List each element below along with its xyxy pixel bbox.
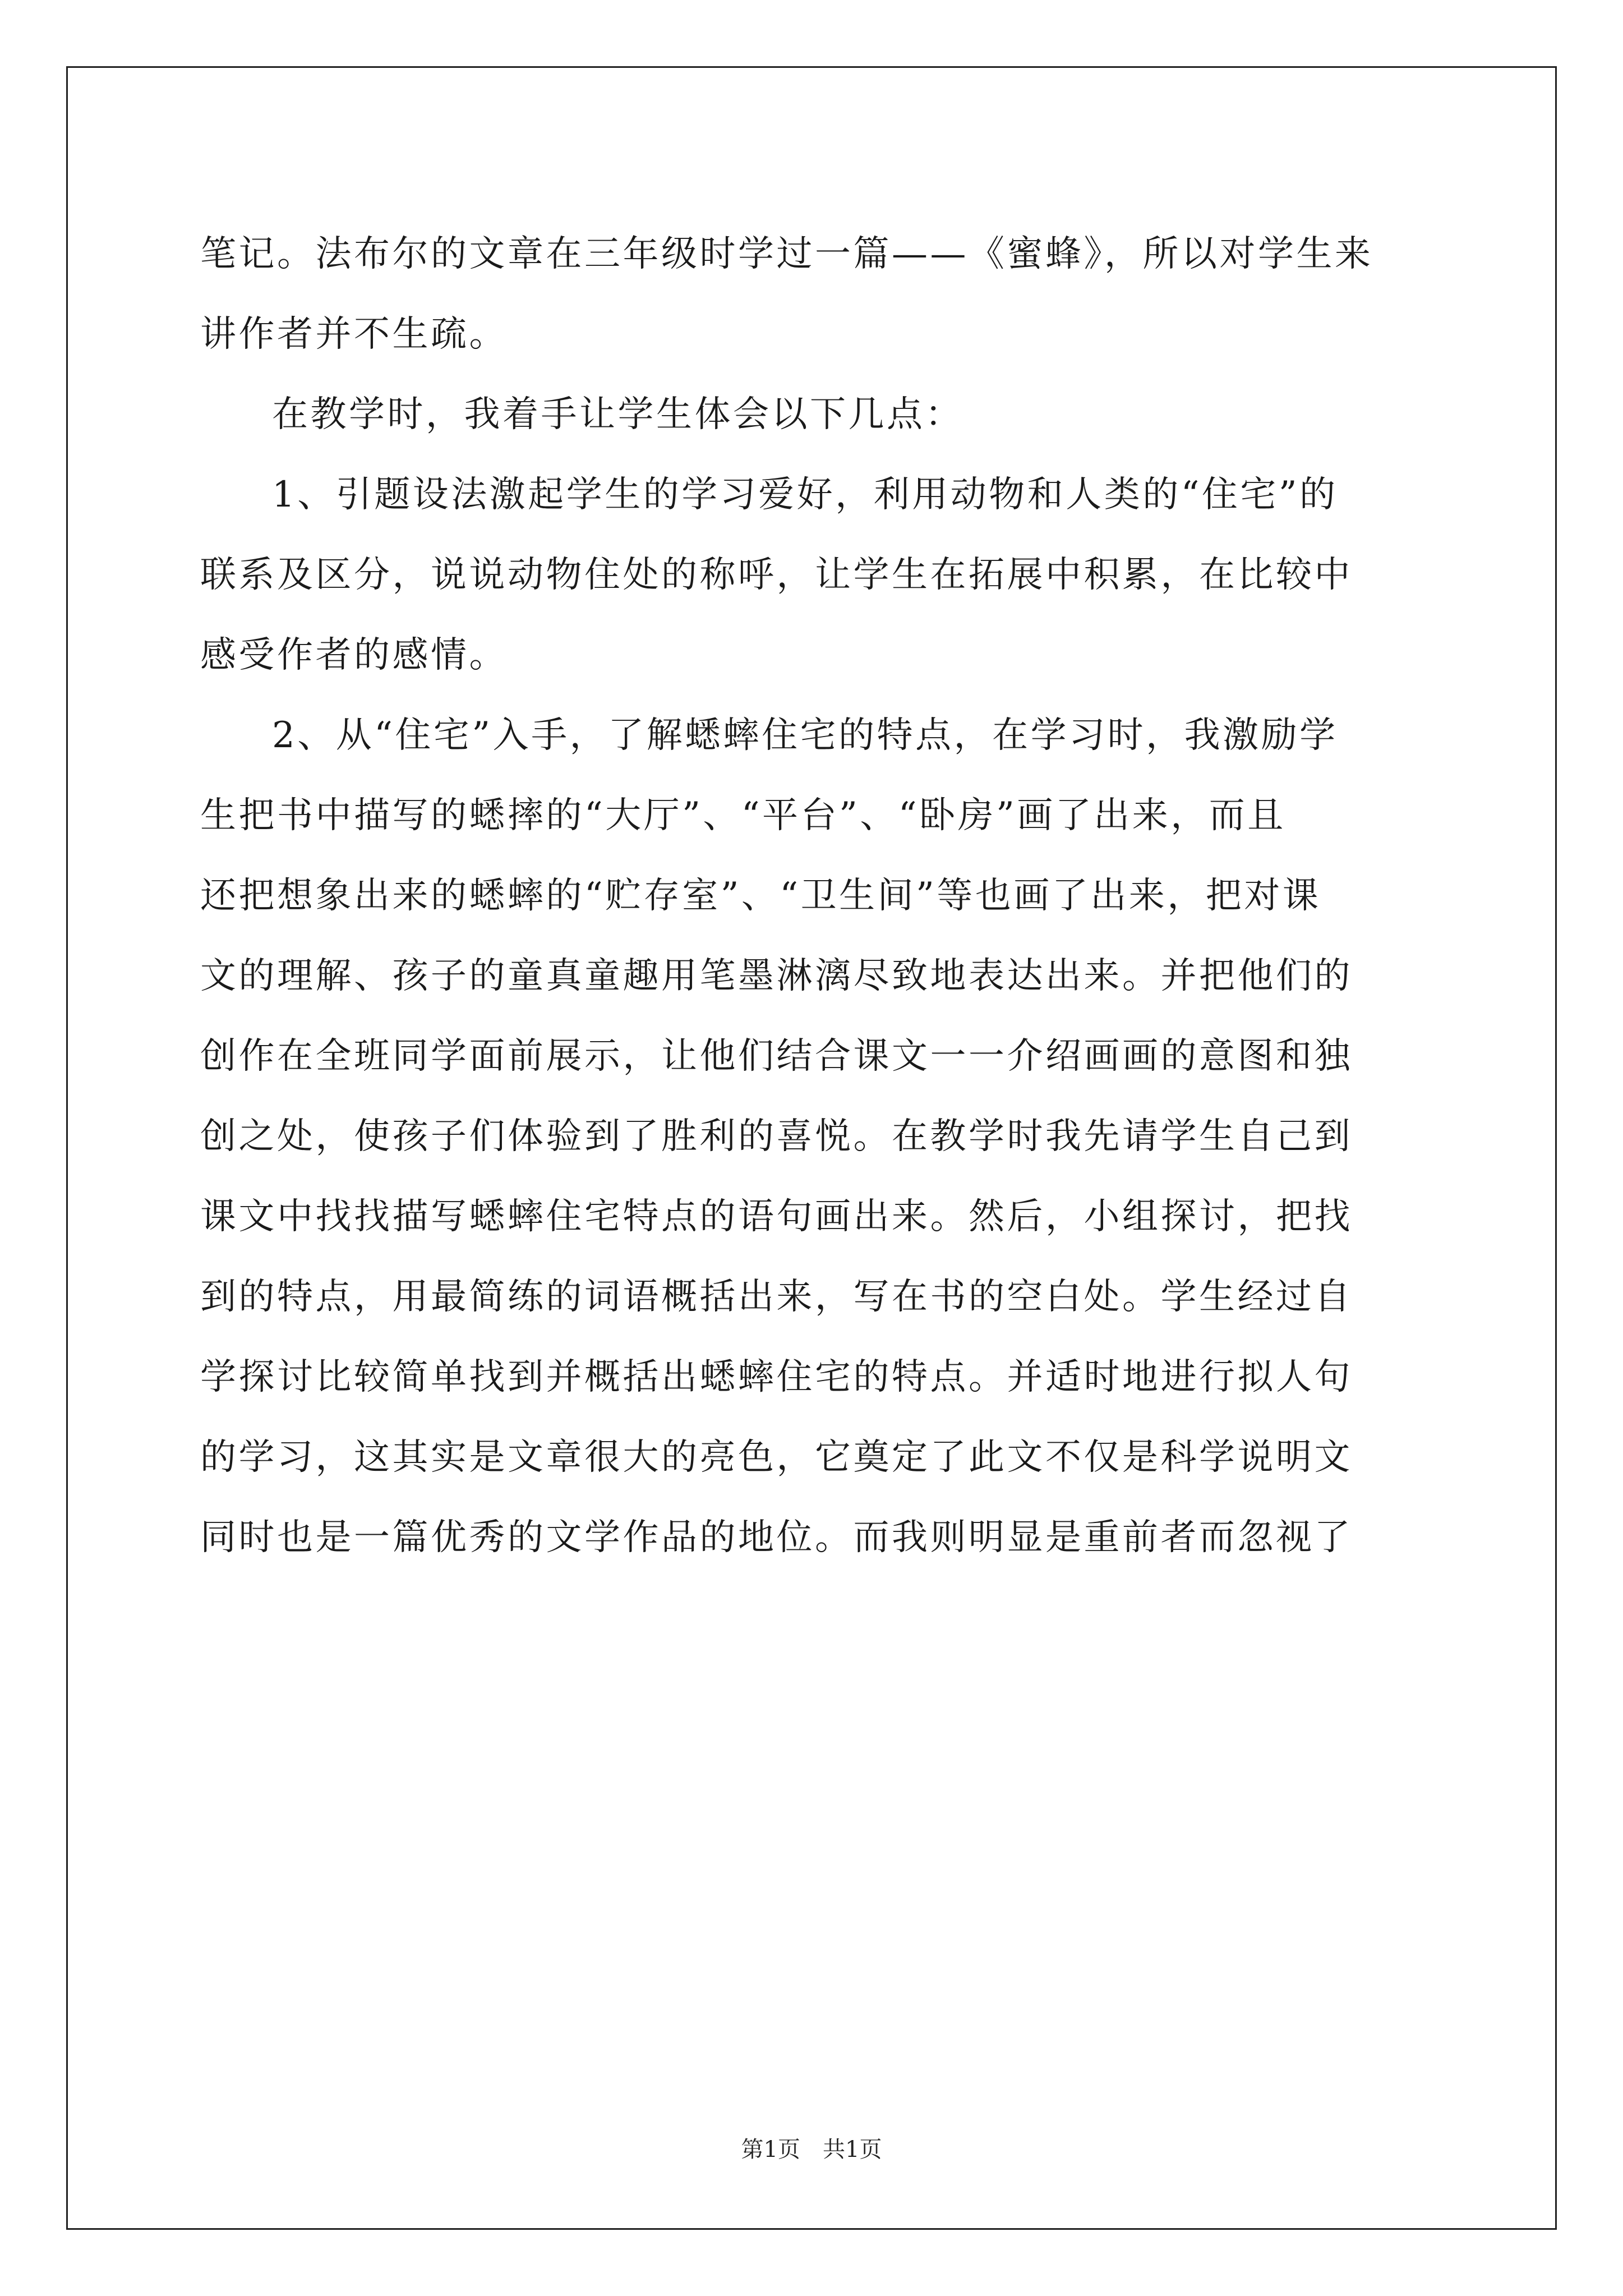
text-line: 感受作者的感情。: [200, 634, 508, 676]
text-line: 同时也是一篇优秀的文学作品的地位。而我则明显是重前者而忽视了: [200, 1517, 1353, 1558]
text-line: 创作在全班同学面前展示，让他们结合课文一一介绍画画的意图和独: [200, 1036, 1353, 1077]
text-line: 笔记。法布尔的文章在三年级时学过一篇——《蜜蜂》，所以对学生来: [200, 233, 1373, 275]
text-line: 讲作者并不生疏。: [200, 314, 508, 355]
page-number: 第1页: [741, 2137, 800, 2162]
paragraph-start: 1、引题设法激起学生的学习爱好，利用动物和人类的“住宅”的: [272, 474, 1338, 516]
text-line: 的学习，这其实是文章很大的亮色，它奠定了此文不仅是科学说明文: [200, 1437, 1353, 1478]
text-line: 联系及区分，说说动物住处的称呼，让学生在拓展中积累，在比较中: [200, 554, 1353, 596]
document-body: [200, 214, 1428, 1578]
page-total: 共1页: [823, 2137, 882, 2162]
paragraph-start: 在教学时，我着手让学生体会以下几点：: [272, 394, 963, 435]
text-line: 到的特点，用最简练的词语概括出来，写在书的空白处。学生经过自: [200, 1276, 1353, 1318]
text-line: 学探讨比较简单找到并概括出蟋蟀住宅的特点。并适时地进行拟人句: [200, 1356, 1353, 1398]
text-line: 还把想象出来的蟋蟀的“贮存室”、“卫生间”等也画了出来，把对课: [200, 875, 1321, 917]
text-line: 课文中找找描写蟋蟀住宅特点的语句画出来。然后，小组探讨，把找: [200, 1196, 1353, 1237]
text-line: 生把书中描写的蟋摔的“大厅”、“平台”、“卧房”画了出来，而且: [200, 795, 1286, 836]
page-footer: [0, 2132, 1623, 2164]
paragraph-start: 2、从“住宅”入手，了解蟋蟀住宅的特点，在学习时，我激励学: [272, 715, 1338, 756]
text-line: 创之处，使孩子们体验到了胜利的喜悦。在教学时我先请学生自己到: [200, 1116, 1353, 1157]
text-line: 文的理解、孩子的童真童趣用笔墨淋漓尽致地表达出来。并把他们的: [200, 955, 1353, 997]
